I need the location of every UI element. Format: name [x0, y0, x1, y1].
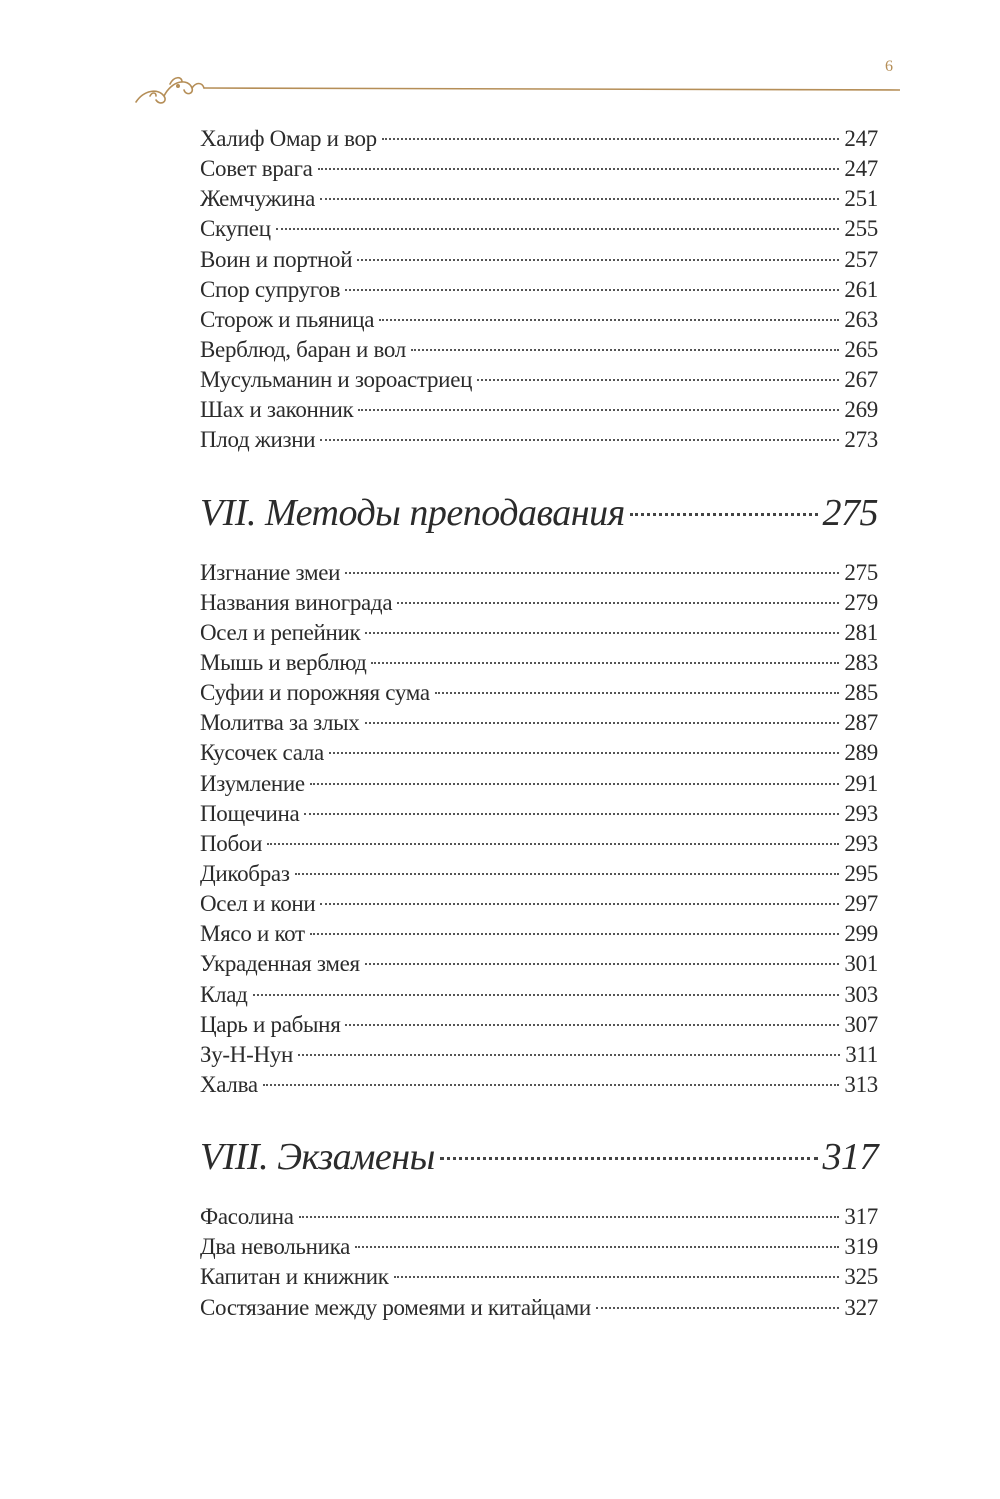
toc-entry[interactable]: [200, 1262, 878, 1292]
entry-page-number: 293: [844, 800, 878, 826]
entry-page-number: 303: [844, 981, 878, 1007]
dot-leader: [365, 632, 839, 634]
section-page-number: 275: [822, 491, 878, 534]
section-title: VII. Методы преподавания: [200, 491, 625, 534]
toc-entry[interactable]: [200, 618, 878, 648]
entry-title: Совет врага: [200, 156, 313, 182]
entry-page-number: 285: [844, 680, 878, 706]
toc-entry[interactable]: [200, 1070, 878, 1100]
section-title: VIII. Экзамены: [200, 1136, 435, 1179]
toc-entry[interactable]: [200, 1202, 878, 1232]
entry-page-number: 293: [844, 830, 878, 856]
entry-title: Мышь и верблюд: [200, 649, 367, 675]
entry-title: Халиф Омар и вор: [200, 126, 377, 151]
entry-title: Мясо и кот: [200, 921, 305, 947]
dot-leader: [365, 963, 840, 965]
section-heading[interactable]: [200, 482, 878, 544]
entry-title: Скупец: [200, 216, 271, 242]
toc-entry[interactable]: [200, 305, 878, 335]
entry-title: Шах и законник: [200, 397, 354, 423]
dot-leader: [320, 439, 839, 441]
entry-page-number: 279: [844, 589, 878, 615]
entry-page-number: 261: [844, 276, 878, 302]
floral-flourish-icon: [130, 70, 900, 110]
toc-entry[interactable]: [200, 648, 878, 678]
entry-title: Состязание между ромеями и китайцами: [200, 1294, 591, 1320]
entry-page-number: 257: [844, 246, 878, 272]
entry-title: Два невольника: [200, 1234, 351, 1260]
dot-leader: [267, 843, 839, 845]
dot-leader: [355, 1246, 839, 1248]
dot-leader: [596, 1307, 839, 1309]
dot-leader: [365, 722, 840, 724]
entry-page-number: 287: [844, 710, 878, 736]
dot-leader: [358, 409, 839, 411]
dot-leader: [295, 873, 840, 875]
section-page-number: 317: [822, 1136, 878, 1179]
entry-page-number: 265: [844, 336, 878, 362]
entry-title: Осел и кони: [200, 891, 316, 917]
dot-leader: [253, 994, 840, 996]
entry-title: Осел и репейник: [200, 619, 361, 645]
dot-leader: [304, 813, 839, 815]
entry-page-number: 319: [844, 1234, 878, 1260]
toc-entry[interactable]: [200, 425, 878, 455]
table-of-contents: [200, 124, 878, 1323]
toc-entry[interactable]: [200, 335, 878, 365]
entry-page-number: 247: [844, 126, 878, 151]
entry-title: Украденная змея: [200, 951, 360, 977]
dot-leader: [382, 138, 840, 140]
entry-page-number: 289: [844, 740, 878, 766]
entry-page-number: 275: [844, 559, 878, 585]
entry-page-number: 317: [844, 1204, 878, 1230]
dot-leader: [310, 933, 840, 935]
dot-leader: [276, 228, 840, 230]
dot-leader: [371, 662, 839, 664]
entry-page-number: 299: [844, 921, 878, 947]
entry-title: Зу-Н-Нун: [200, 1041, 293, 1067]
entry-title: Изумление: [200, 770, 305, 796]
entry-page-number: 327: [844, 1294, 878, 1320]
entry-page-number: 263: [844, 306, 878, 332]
dot-leader: [263, 1084, 840, 1086]
entry-page-number: 311: [845, 1041, 878, 1067]
entry-title: Халва: [200, 1071, 258, 1097]
dot-leader: [357, 259, 839, 261]
dot-leader: [440, 1157, 818, 1160]
dot-leader: [397, 602, 839, 604]
dot-leader: [329, 752, 839, 754]
entry-title: Верблюд, баран и вол: [200, 336, 406, 362]
entry-page-number: 313: [844, 1071, 878, 1097]
entry-page-number: 273: [844, 427, 878, 453]
toc-entry[interactable]: [200, 829, 878, 859]
toc-entry[interactable]: [200, 889, 878, 919]
toc-entry[interactable]: [200, 275, 878, 305]
dot-leader: [345, 289, 839, 291]
entry-title: Жемчужина: [200, 186, 315, 212]
dot-leader: [630, 513, 818, 516]
entry-title: Пощечина: [200, 800, 300, 826]
entry-title: Суфии и порожняя сума: [200, 680, 430, 706]
entry-title: Названия винограда: [200, 589, 393, 615]
dot-leader: [477, 379, 839, 381]
entry-page-number: 269: [844, 397, 878, 423]
dot-leader: [435, 692, 840, 694]
toc-entry[interactable]: [200, 708, 878, 738]
entry-title: Воин и портной: [200, 246, 353, 272]
toc-entry[interactable]: [200, 769, 878, 799]
toc-entry[interactable]: [200, 214, 878, 244]
toc-entry[interactable]: [200, 558, 878, 588]
entry-title: Фасолина: [200, 1204, 294, 1230]
toc-entry[interactable]: [200, 184, 878, 214]
section-heading[interactable]: [200, 1126, 878, 1188]
toc-entry[interactable]: [200, 395, 878, 425]
entry-title: Молитва за злых: [200, 710, 360, 736]
toc-entry[interactable]: [200, 738, 878, 768]
dot-leader: [345, 1024, 839, 1026]
entry-page-number: 247: [844, 156, 878, 182]
toc-entry[interactable]: [200, 245, 878, 275]
dot-leader: [379, 319, 839, 321]
toc-entry[interactable]: [200, 980, 878, 1010]
entry-page-number: 281: [844, 619, 878, 645]
entry-title: Спор супругов: [200, 276, 341, 302]
dot-leader: [394, 1276, 840, 1278]
entry-title: Царь и рабыня: [200, 1011, 341, 1037]
entry-title: Кусочек сала: [200, 740, 324, 766]
toc-entry[interactable]: [200, 1293, 878, 1323]
entry-page-number: 297: [844, 891, 878, 917]
toc-entry[interactable]: [200, 859, 878, 889]
toc-entry[interactable]: [200, 919, 878, 949]
dot-leader: [320, 198, 839, 200]
entry-page-number: 325: [844, 1264, 878, 1290]
page-number: 6: [885, 58, 893, 75]
dot-leader: [345, 572, 839, 574]
entry-title: Мусульманин и зороастриец: [200, 367, 473, 393]
entry-title: Капитан и книжник: [200, 1264, 389, 1290]
entry-title: Изгнание змеи: [200, 559, 341, 585]
entry-page-number: 301: [844, 951, 878, 977]
toc-entry[interactable]: [200, 1232, 878, 1262]
entry-title: Побои: [200, 830, 263, 856]
toc-entry[interactable]: [200, 365, 878, 395]
toc-entry[interactable]: [200, 1040, 878, 1070]
dot-leader: [318, 168, 840, 170]
toc-entry[interactable]: [200, 949, 878, 979]
entry-page-number: 283: [844, 649, 878, 675]
toc-entry[interactable]: [200, 1010, 878, 1040]
toc-entry[interactable]: [200, 678, 878, 708]
dot-leader: [299, 1216, 840, 1218]
entry-page-number: 255: [844, 216, 878, 242]
entry-title: Плод жизни: [200, 427, 316, 453]
entry-page-number: 251: [844, 186, 878, 212]
toc-entry[interactable]: [200, 588, 878, 618]
entry-title: Клад: [200, 981, 248, 1007]
toc-entry[interactable]: [200, 799, 878, 829]
dot-leader: [411, 349, 839, 351]
entry-title: Дикобраз: [200, 860, 290, 886]
entry-title: Сторож и пьяница: [200, 306, 375, 332]
entry-page-number: 291: [844, 770, 878, 796]
entry-page-number: 295: [844, 860, 878, 886]
toc-entry[interactable]: [200, 124, 878, 154]
entry-page-number: 307: [844, 1011, 878, 1037]
dot-leader: [320, 903, 839, 905]
entry-page-number: 267: [844, 367, 878, 393]
toc-entry[interactable]: [200, 154, 878, 184]
dot-leader: [310, 783, 840, 785]
dot-leader: [298, 1054, 840, 1056]
